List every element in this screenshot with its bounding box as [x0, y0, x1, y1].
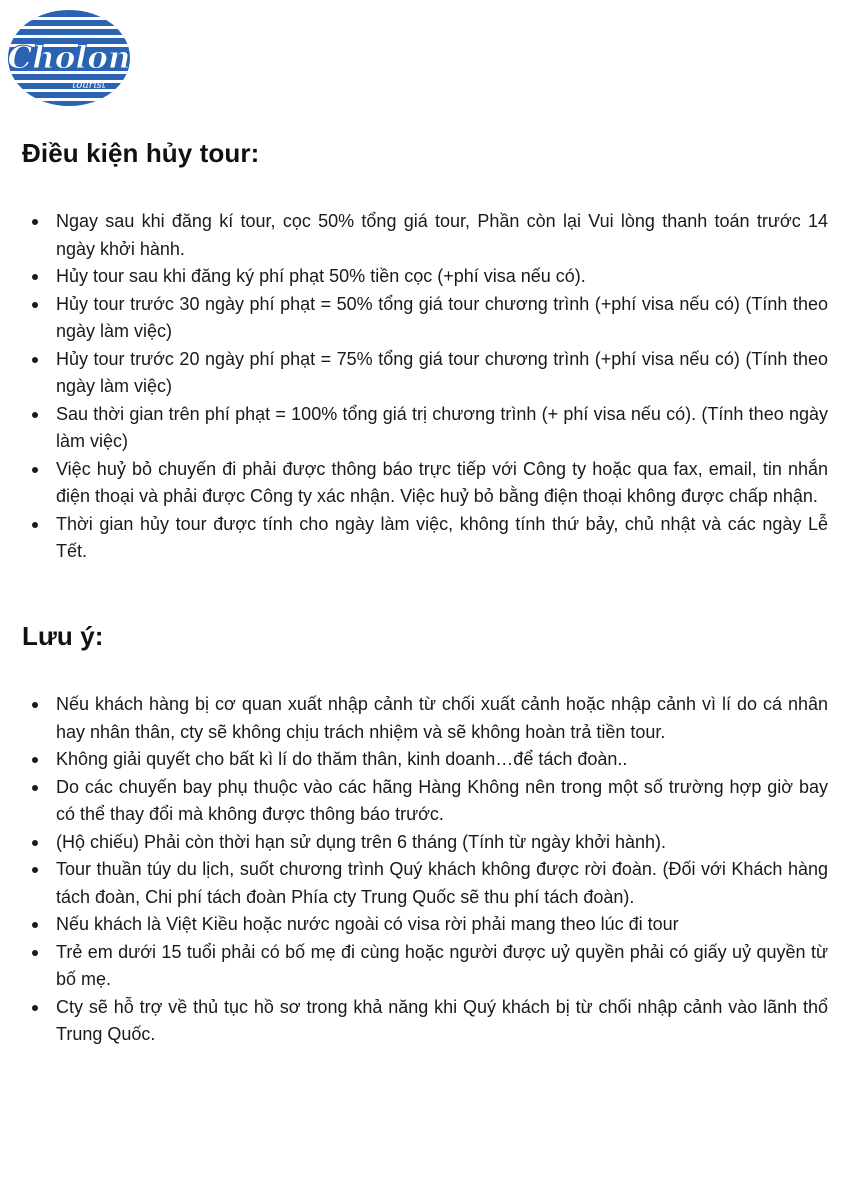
- list-item-text: Hủy tour trước 30 ngày phí phạt = 50% tổng giá tour chương trình (+phí visa nếu có) (Tính theo ngày làm việc): [56, 293, 828, 341]
- list-item-text: (Hộ chiếu) Phải còn thời hạn sử dụng trên 6 tháng (Tính từ ngày khởi hành).: [56, 831, 667, 852]
- list-item-text: Ngay sau khi đăng kí tour, cọc 50% tổng giá tour, Phần còn lại Vui lòng thanh toán trước 14 ngày khởi hành.: [56, 211, 828, 259]
- bullet-dot: [32, 412, 38, 418]
- list-item: [22, 691, 828, 746]
- bullet-dot: [32, 922, 38, 928]
- company-logo: [7, 9, 131, 107]
- bullet-dot: [32, 522, 38, 528]
- list-item: [22, 208, 828, 263]
- cholon-tourist-logo-graphic: [7, 9, 131, 107]
- list-item-text: Trẻ em dưới 15 tuổi phải có bố mẹ đi cùng hoặc người được uỷ quyền phải có giấy uỷ quyền từ bố mẹ.: [56, 941, 828, 989]
- list-item-text: Tour thuần túy du lịch, suốt chương trình Quý khách không được rời đoàn. (Đối với Khách hàng tách đoàn, Chi phí tách đoàn Phía cty Trung Quốc sẽ thu phí tách đoàn).: [56, 859, 828, 907]
- list-item: [22, 911, 828, 939]
- bullet-dot: [32, 702, 38, 708]
- cancellation-list: [22, 208, 828, 566]
- list-item: [22, 263, 828, 291]
- list-item: [22, 401, 828, 456]
- bullet-dot: [32, 302, 38, 308]
- bullet-dot: [32, 950, 38, 956]
- bullet-dot: [32, 219, 38, 225]
- logo-tagline: tourist: [72, 80, 106, 91]
- list-item-text: Do các chuyến bay phụ thuộc vào các hãng Hàng Không nên trong một số trường hợp giờ bay có thể thay đổi mà không được thông báo trước.: [56, 776, 828, 824]
- list-item: [22, 774, 828, 829]
- list-item: [22, 994, 828, 1049]
- list-item: [22, 746, 828, 774]
- bullet-dot: [32, 867, 38, 873]
- notes-heading: Lưu ý:: [22, 621, 104, 651]
- bullet-dot: [32, 785, 38, 791]
- bullet-dot: [32, 757, 38, 763]
- list-item-text: Thời gian hủy tour được tính cho ngày làm việc, không tính thứ bảy, chủ nhật và các ngày Lễ Tết.: [56, 513, 828, 561]
- list-item: [22, 829, 828, 857]
- logo-wordmark: Cholon: [7, 40, 131, 76]
- list-item: [22, 291, 828, 346]
- bullet-dot: [32, 274, 38, 280]
- list-item-text: Cty sẽ hỗ trợ về thủ tục hồ sơ trong khả năng khi Quý khách bị từ chối nhập cảnh vào lãnh thổ Trung Quốc.: [56, 996, 828, 1044]
- list-item-text: Nếu khách hàng bị cơ quan xuất nhập cảnh từ chối xuất cảnh hoặc nhập cảnh vì lí do cá nhân hay nhân thân, cty sẽ không chịu trách nhiệm và sẽ không hoàn trả tiền tour.: [56, 694, 828, 742]
- bullet-dot: [32, 467, 38, 473]
- cancellation-heading: Điều kiện hủy tour:: [22, 138, 260, 168]
- bullet-dot: [32, 1005, 38, 1011]
- list-item-text: Không giải quyết cho bất kì lí do thăm thân, kinh doanh…để tách đoàn..: [56, 749, 628, 769]
- list-item: [22, 456, 828, 511]
- bullet-dot: [32, 357, 38, 363]
- list-item-text: Hủy tour sau khi đăng ký phí phạt 50% tiền cọc (+phí visa nếu có).: [56, 266, 586, 286]
- list-item: [22, 939, 828, 994]
- list-item-text: Hủy tour trước 20 ngày phí phạt = 75% tổng giá tour chương trình (+phí visa nếu có) (Tính theo ngày làm việc): [56, 348, 828, 396]
- list-item: [22, 346, 828, 401]
- list-item-text: Sau thời gian trên phí phạt = 100% tổng giá trị chương trình (+ phí visa nếu có). (Tính theo ngày làm việc): [56, 403, 828, 451]
- list-item-text: Nếu khách là Việt Kiều hoặc nước ngoài có visa rời phải mang theo lúc đi tour: [56, 914, 679, 934]
- bullet-dot: [32, 840, 38, 846]
- list-item: [22, 511, 828, 566]
- notes-list: [22, 691, 828, 1049]
- list-item: [22, 856, 828, 911]
- list-item-text: Việc huỷ bỏ chuyến đi phải được thông báo trực tiếp với Công ty hoặc qua fax, email, tin nhắn điện thoại và phải được Công ty xác nhận. Việc huỷ bỏ bằng điện thoại không được chấp nhận.: [56, 458, 828, 506]
